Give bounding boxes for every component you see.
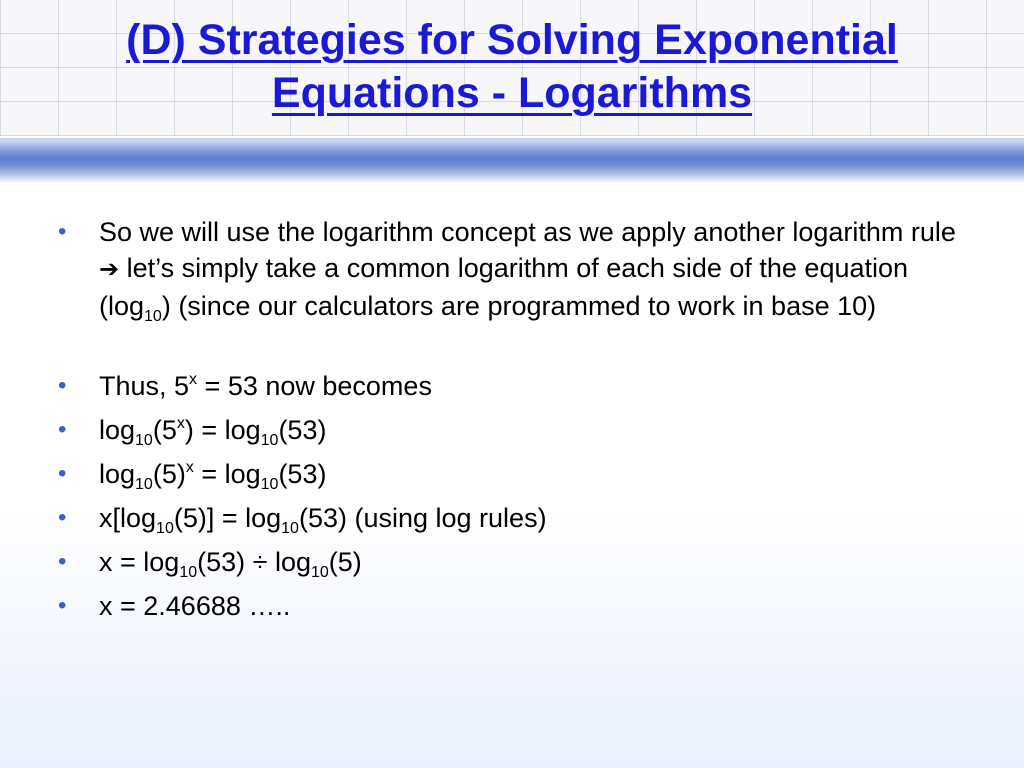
bullet-thus: • Thus, $5^x = 53$ now becomes bbox=[58, 368, 958, 404]
bullet-result: • x = 2.46688 ….. bbox=[58, 588, 958, 624]
bullet-step-2: • $\log_{10}(5)^x = \log_{10}(53)$ bbox=[58, 456, 958, 492]
slide-title bbox=[20, 14, 1004, 120]
bullet-step-3: • $x[\log_{10}(5)] = \log_{10}(53)$ (using log rules) bbox=[58, 500, 958, 536]
slide-title-line-1: (D) Strategies for Solving Exponential bbox=[126, 16, 898, 64]
bullet-step-1: • $\log_{10}(5^x) = \log_{10}(53)$ bbox=[58, 412, 958, 448]
arrow-right-icon: ➔ bbox=[99, 256, 120, 283]
bullet-step-4: • $x = \log_{10}(53) \div \log_{10}(5)$ bbox=[58, 544, 958, 580]
bullet-list bbox=[58, 214, 958, 624]
title-background bbox=[0, 0, 1024, 136]
slide-title-line-2: Equations - Logarithms bbox=[271, 69, 753, 117]
header-divider-band bbox=[0, 138, 1024, 182]
bullet-intro: • So we will use the logarithm concept as we apply another logarithm rule ➔ let’s simply take a common logarithm of each side of the equation $(\log_{10})$ (since our calculators are programmed to work in base 10) bbox=[58, 214, 958, 324]
